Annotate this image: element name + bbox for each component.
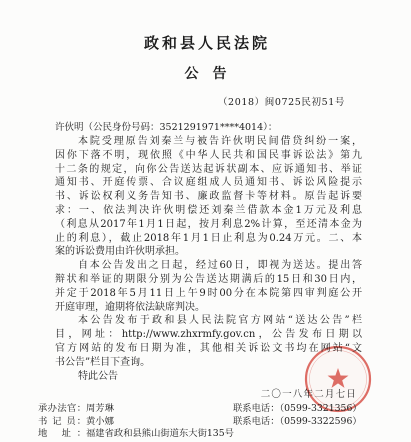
body-line: 并定于2018年5月11日上午9时00分在本院第四审判庭公开 — [55, 287, 362, 299]
body-line: 止的利息），截止2018年1月1日止利息为0.24万元。二、本 — [55, 232, 362, 244]
body-line: 书、诉讼权利义务告知书、廉政监督卡等材料。原告起诉要 — [55, 191, 362, 203]
salutation: 许伙明（公民身份号码：3521291971****4014）： — [55, 122, 278, 133]
body-line: 案的诉讼费用由许伙明承担。 — [55, 246, 185, 258]
body-line: （利息从2017年1月1日起，按月利息2%计算，至还清本金为 — [55, 218, 362, 230]
clerk-phone-label: 联系电话： — [233, 415, 280, 427]
body-line: 本公告发布于政和县人民法院官方网站“送达公告”栏 — [78, 315, 362, 327]
clerk-phone-block — [233, 416, 362, 429]
clerk-label: 书 记 员： — [38, 415, 86, 427]
footer-row-clerk — [38, 416, 373, 429]
body-line: 自本公告发出之日起，经过60日，即视为送达。提出答 — [78, 260, 362, 272]
judge-phone-block — [233, 403, 362, 416]
body-line: 因你下落不明，现依照《中华人民共和国民事诉讼法》第九 — [55, 149, 362, 161]
closing-text: 特此公告 — [78, 370, 118, 382]
address-label: 地 址： — [38, 428, 86, 439]
body-line: 目，网址：http://www.zhxrmfy.gov.cn，公告发布日期以 — [55, 329, 362, 341]
judge-phone: （0599-3321356） — [279, 403, 362, 414]
notice-date: 二〇一八年二月七日 — [260, 389, 357, 400]
body-line: 通知书、开庭传票、合议庭组成人员通知书、诉讼风险提示 — [55, 177, 362, 189]
contact-footer — [38, 403, 373, 441]
judge-name: 周芳琳 — [86, 403, 114, 414]
body-line: 辩状和举证的期限分别为公告送达期满后的15日和30日内， — [55, 273, 362, 285]
body-line: 本院受理原告刘秦兰与被告许伙明民间借贷纠纷一案， — [78, 136, 362, 147]
address-value: 福建省政和县熊山街道东大街135号 — [86, 428, 234, 439]
clerk-name: 黄小娜 — [86, 415, 114, 427]
clerk-phone: （0599-3322596） — [279, 415, 362, 427]
body-line: 十二条的规定，向你公告送达起诉状副本、应诉通知书、举证 — [55, 163, 362, 175]
body-line: 开庭审理，逾期将依法缺席判决。 — [55, 301, 205, 313]
body-line: 官方网站的发布日期为准，其他相关诉讼文书均在网站“文 — [55, 342, 362, 354]
notice-title: 公告 — [184, 66, 241, 82]
judge-phone-label: 联系电话： — [233, 403, 280, 414]
footer-row-address — [38, 428, 373, 441]
judge-label: 承办法官： — [38, 403, 86, 414]
body-line: 求：一、依法判决许伙明偿还刘秦兰借款本金1万元及利息 — [55, 204, 362, 216]
court-name-title: 政和县人民法院 — [143, 34, 270, 52]
case-number: （2018）闽0725民初51号 — [217, 97, 345, 108]
body-line: 书公告”栏目下查询。 — [55, 356, 151, 368]
footer-row-judge — [38, 403, 373, 416]
